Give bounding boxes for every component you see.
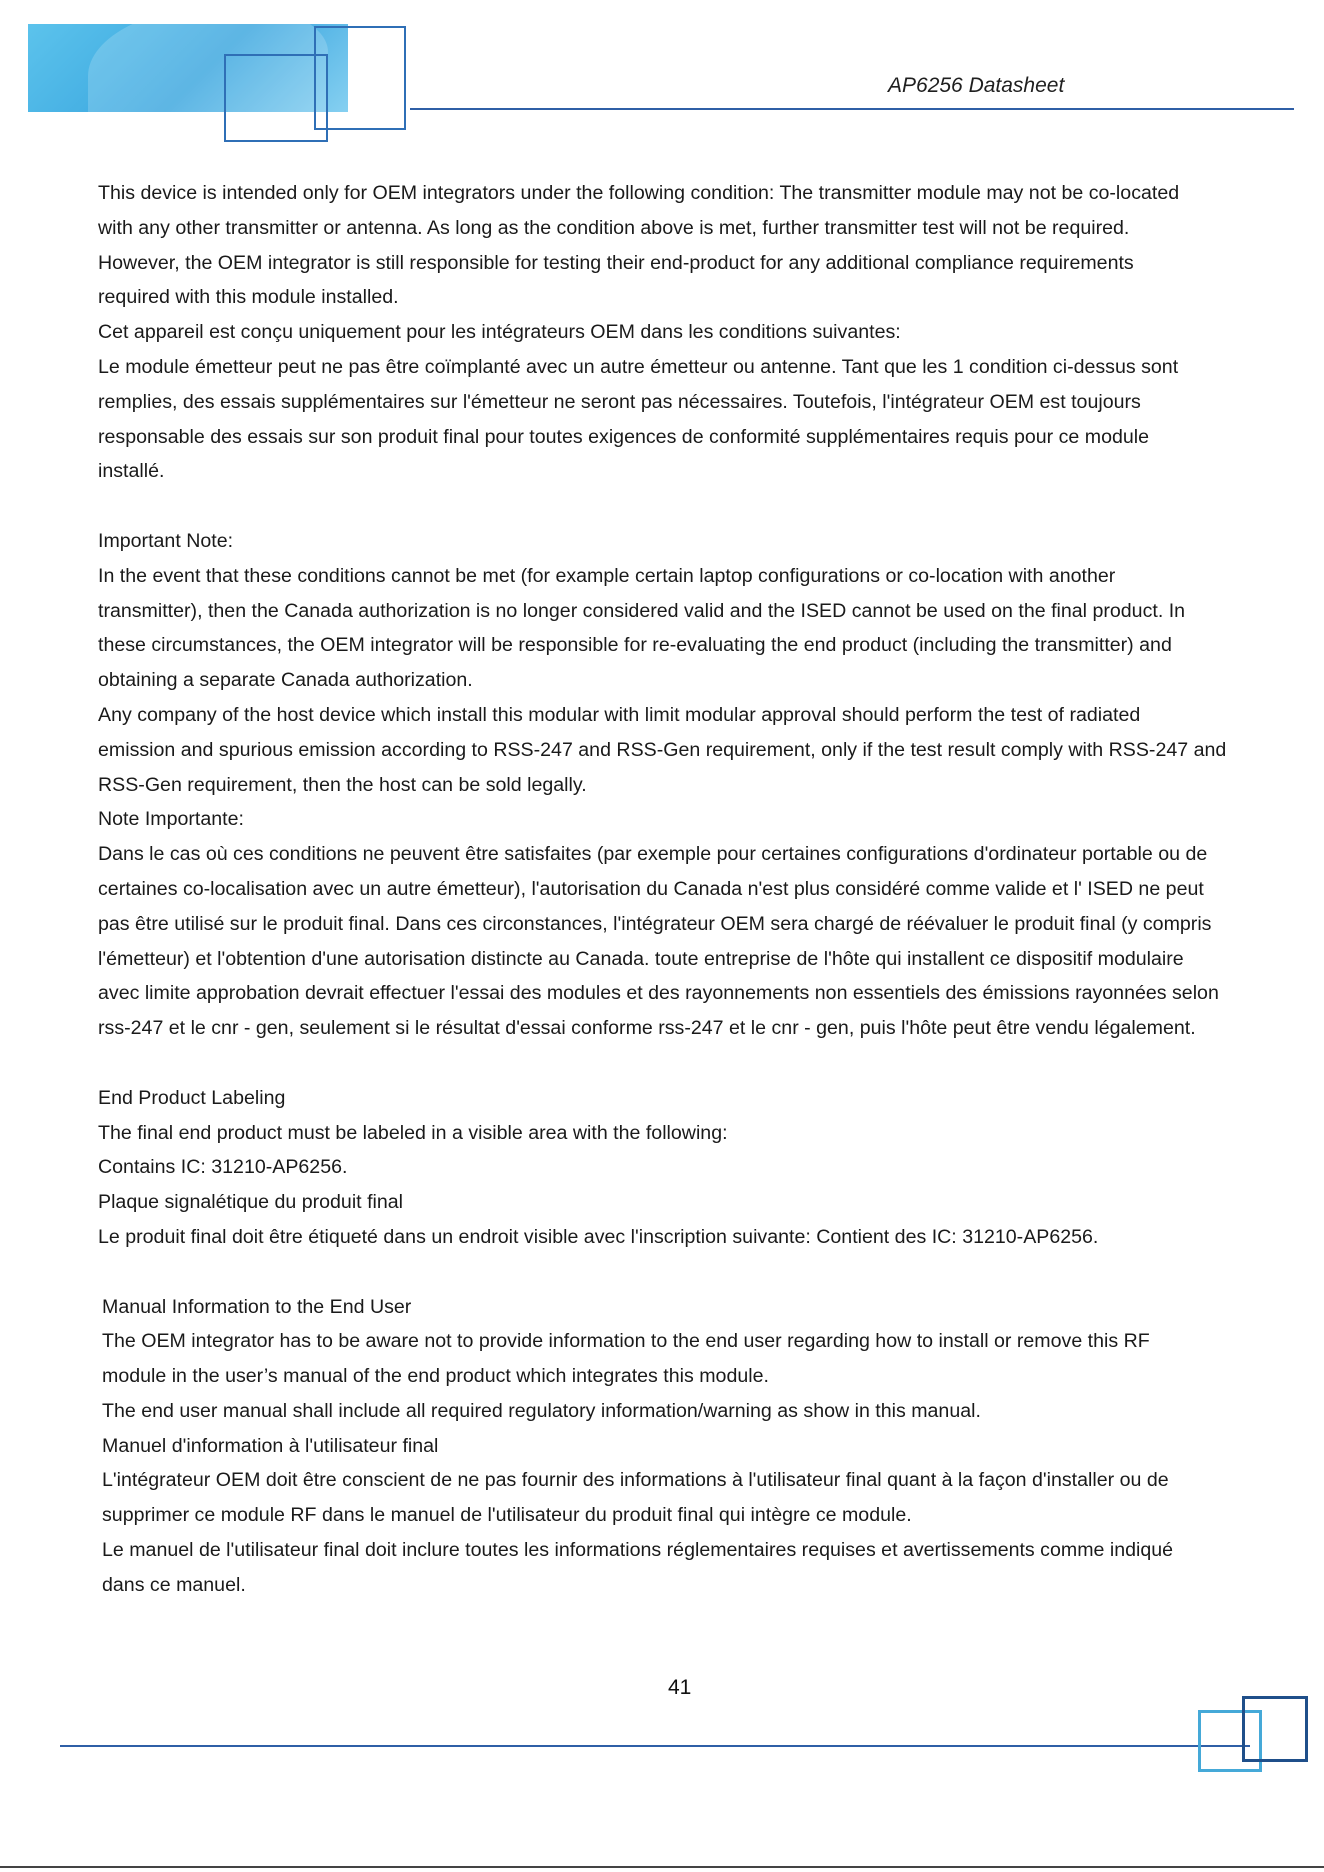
text-line: these circumstances, the OEM integrator will be responsible for re-evaluating the end product (including the transmitter) and — [98, 634, 1172, 657]
text-line: Any company of the host device which install this modular with limit modular approval should perform the test of radiated — [98, 703, 1141, 726]
text-line: rss-247 et le cnr - gen, seulement si le résultat d'essai conforme rss-247 et le cnr - gen, puis l'hôte peut être vendu légalement. — [98, 1017, 1196, 1040]
text-line: In the event that these conditions cannot be met (for example certain laptop configurations or co-location with another — [98, 564, 1116, 587]
text-line: The final end product must be labeled in a visible area with the following: — [98, 1121, 728, 1144]
text-line: certaines co-localisation avec un autre émetteur), l'autorisation du Canada n'est plus considéré comme valide et l' ISED ne peut — [98, 877, 1204, 900]
document-title: AP6256 Datasheet — [888, 74, 1065, 97]
text-line: Le produit final doit être étiqueté dans un endroit visible avec l'inscription suivante: Contient des IC: 31210-AP6256. — [98, 1225, 1099, 1248]
section-heading: Manuel d'information à l'utilisateur final — [102, 1434, 439, 1457]
text-line: RSS-Gen requirement, then the host can be sold legally. — [98, 773, 587, 796]
text-line: This device is intended only for OEM integrators under the following condition: The transmitter module may not be co-located — [98, 182, 1180, 204]
important-note-section — [98, 524, 1268, 1046]
text-line: However, the OEM integrator is still responsible for testing their end-product for any additional compliance requirements — [98, 251, 1134, 274]
text-line: The end user manual shall include all required regulatory information/warning as show in this manual. — [102, 1399, 981, 1422]
header-divider — [410, 108, 1294, 110]
text-line: L'intégrateur OEM doit être conscient de ne pas fournir des informations à l'utilisateur final quant à la façon d'installer ou de — [102, 1469, 1169, 1492]
text-line: Le module émetteur peut ne pas être coïmplanté avec un autre émetteur ou antenne. Tant que les 1 condition ci-dessus sont — [98, 355, 1179, 378]
text-line: l'émetteur) et l'obtention d'une autorisation distincte au Canada. toute entreprise de l'hôte qui installent ce dispositif modulaire — [98, 947, 1184, 970]
header-logo-graphic — [28, 24, 408, 142]
text-line: avec limite approbation devrait effectuer l'essai des modules et des rayonnements non essentiels des émissions rayonnées selon — [98, 982, 1219, 1005]
text-line: supprimer ce module RF dans le manuel de l'utilisateur du produit final qui intègre ce module. — [102, 1504, 912, 1527]
footer-divider — [60, 1745, 1250, 1747]
text-line: required with this module installed. — [98, 286, 399, 309]
text-line: obtaining a separate Canada authorization. — [98, 669, 473, 692]
text-line: Cet appareil est conçu uniquement pour les intégrateurs OEM dans les conditions suivantes: — [98, 321, 901, 344]
text-line: remplies, des essais supplémentaires sur l'émetteur ne seront pas nécessaires. Toutefois, l'intégrateur OEM est toujours — [98, 390, 1141, 413]
text-line: emission and spurious emission according to RSS-247 and RSS-Gen requirement, only if the test result comply with RSS-247 and — [98, 738, 1227, 761]
text-line: responsable des essais sur son produit final pour toutes exigences de conformité supplémentaires requis pour ce module — [98, 425, 1150, 448]
page-number: 41 — [668, 1676, 692, 1699]
manual-information-section — [98, 1290, 1268, 1603]
text-line: transmitter), then the Canada authorization is no longer considered valid and the ISED cannot be used on the final product. In — [98, 599, 1186, 622]
end-product-labeling-section — [98, 1081, 1268, 1255]
text-line: Dans le cas où ces conditions ne peuvent être satisfaites (par exemple pour certaines configurations d'ordinateur portable ou de — [98, 843, 1208, 866]
text-line: installé. — [98, 460, 165, 483]
section-heading: End Product Labeling — [98, 1086, 286, 1109]
section-heading: Plaque signalétique du produit final — [98, 1191, 404, 1214]
oem-condition-section — [98, 176, 1268, 489]
text-line: Contains IC: 31210-AP6256. — [98, 1156, 348, 1179]
footer-square-outline — [1242, 1696, 1308, 1762]
text-line: Le manuel de l'utilisateur final doit inclure toutes les informations réglementaires requises et avertissements comme indiqué — [102, 1539, 1174, 1562]
page-bottom-rule — [0, 1866, 1324, 1868]
section-heading: Manual Information to the End User — [102, 1295, 412, 1318]
header-square-outline — [224, 54, 328, 142]
text-line: with any other transmitter or antenna. As long as the condition above is met, further transmitter test will not be required. — [98, 216, 1130, 239]
page-body — [98, 176, 1268, 1603]
text-line: pas être utilisé sur le produit final. Dans ces circonstances, l'intégrateur OEM sera chargé de réévaluer le produit final (y compris — [98, 912, 1212, 935]
section-heading: Note Importante: — [98, 808, 244, 831]
section-heading: Important Note: — [98, 529, 234, 552]
text-line: The OEM integrator has to be aware not to provide information to the end user regarding how to install or remove this RF — [102, 1330, 1150, 1353]
header-square-outline — [314, 26, 406, 130]
text-line: dans ce manuel. — [102, 1573, 246, 1596]
text-line: module in the user’s manual of the end product which integrates this module. — [102, 1365, 769, 1388]
